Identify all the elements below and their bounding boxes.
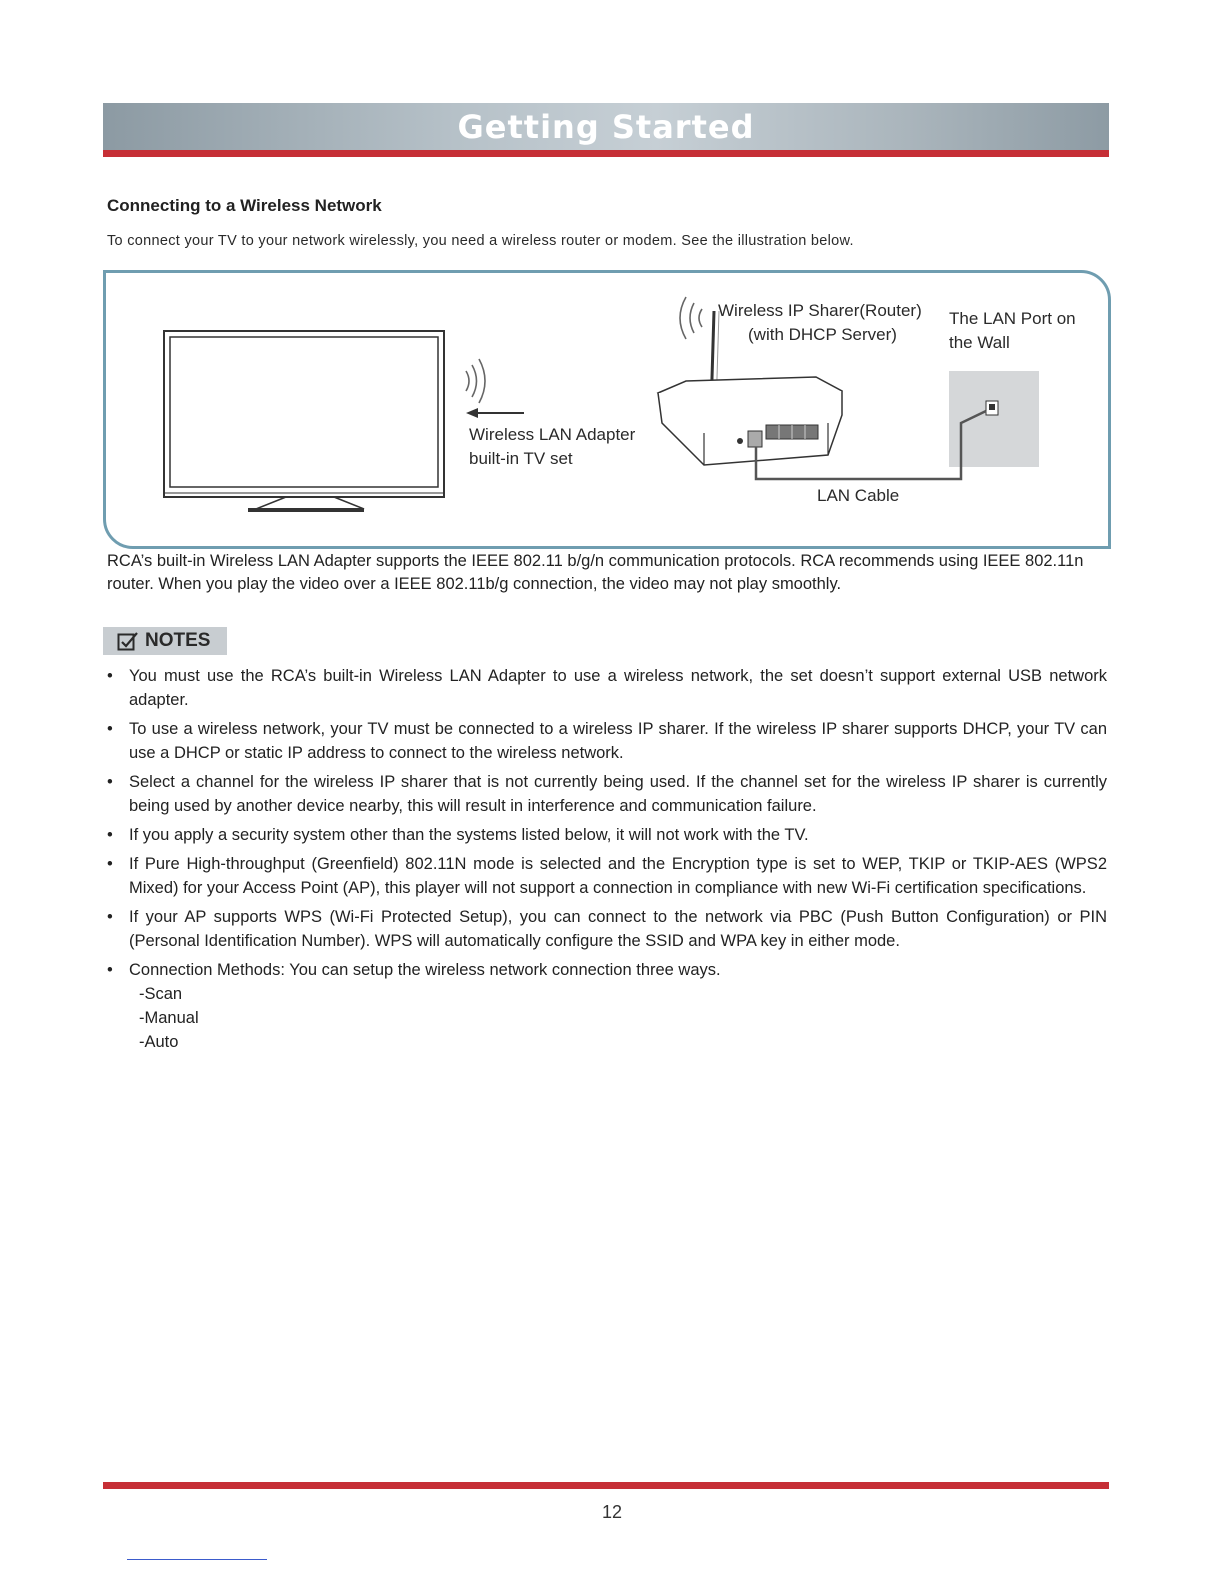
section-heading: Connecting to a Wireless Network xyxy=(107,196,382,215)
adapter-description: RCA’s built-in Wireless LAN Adapter supports the IEEE 802.11 b/g/n communication protocols. RCA recommends using IEEE 802.11n router. When you play the video over a IEEE 802.11b/g connection, the video may not play smoothly. xyxy=(107,552,1084,593)
bullet: • xyxy=(107,720,113,738)
section-banner xyxy=(103,103,1109,150)
lan-port-label-line2: the Wall xyxy=(949,333,1010,352)
notes-label: NOTES xyxy=(145,630,211,651)
footer-red-band xyxy=(103,1482,1109,1489)
intro-text: To connect your TV to your network wirelessly, you need a wireless router or modem. See the illustration below. xyxy=(107,233,854,249)
note-text: If your AP supports WPS (Wi-Fi Protected Setup), you can connect to the network via PBC (Push Button Configuration) or PIN (Personal Identification Number). WPS will automatically configure the SSID and WPA key in either mode. xyxy=(129,908,1107,950)
bullet: • xyxy=(107,773,113,791)
lan-cable-label: LAN Cable xyxy=(817,486,900,505)
note-text: You must use the RCA’s built-in Wireless LAN Adapter to use a wireless network, the set doesn’t support external USB network adapter. xyxy=(129,667,1107,709)
bullet: • xyxy=(107,855,113,873)
banner-title: Getting Started xyxy=(457,107,755,146)
adapter-label-line1: Wireless LAN Adapter xyxy=(469,425,636,444)
wall-port-icon xyxy=(949,371,1039,467)
method-scan: -Scan xyxy=(139,985,183,1003)
page-number: 12 xyxy=(601,1502,623,1522)
note-item xyxy=(107,664,1107,712)
bullet: • xyxy=(107,826,113,844)
note-text: Connection Methods: You can setup the wireless network connection three ways. xyxy=(129,961,721,979)
router-label-line1: Wireless IP Sharer(Router) xyxy=(718,301,922,320)
note-text: To use a wireless network, your TV must be connected to a wireless IP sharer. If the wireless IP sharer supports DHCP, your TV can use a DHCP or static IP address to connect to the wireless network. xyxy=(129,720,1107,762)
note-item xyxy=(107,958,1107,1054)
note-item xyxy=(107,852,1107,900)
connection-methods-list xyxy=(129,982,1107,1054)
adapter-label-line2: built-in TV set xyxy=(469,449,573,468)
checkbox-pencil-icon xyxy=(117,631,139,651)
note-text: Select a channel for the wireless IP sharer that is not currently being used. If the channel set for the wireless IP sharer is currently being used by another device nearby, this will result in interference and communication failure. xyxy=(129,773,1107,815)
footer-underline xyxy=(127,1559,267,1560)
note-item xyxy=(107,905,1107,953)
notes-badge xyxy=(103,627,227,655)
method-auto: -Auto xyxy=(139,1033,179,1051)
note-item xyxy=(107,823,1107,847)
tv-wifi-waves-icon xyxy=(466,359,485,403)
router-wifi-waves-icon xyxy=(680,297,702,339)
note-item xyxy=(107,717,1107,765)
note-text: If Pure High-throughput (Greenfield) 802.11N mode is selected and the Encryption type is set to WEP, TKIP or TKIP-AES (WPS2 Mixed) for your Access Point (AP), this player will not support a connection in compliance with new Wi-Fi certification specifications. xyxy=(129,855,1107,897)
network-illustration xyxy=(103,270,1111,549)
banner-red-band xyxy=(103,150,1109,157)
method-manual: -Manual xyxy=(139,1009,199,1027)
tv-icon xyxy=(164,331,444,512)
note-text: If you apply a security system other than the systems listed below, it will not work with the TV. xyxy=(129,826,809,844)
arrow-icon xyxy=(466,408,524,418)
bullet: • xyxy=(107,961,113,979)
router-label-line2: (with DHCP Server) xyxy=(748,325,897,344)
lan-port-label-line1: The LAN Port on xyxy=(949,309,1076,328)
bullet: • xyxy=(107,667,113,685)
note-item xyxy=(107,770,1107,818)
notes-list xyxy=(107,664,1107,1059)
bullet: • xyxy=(107,908,113,926)
